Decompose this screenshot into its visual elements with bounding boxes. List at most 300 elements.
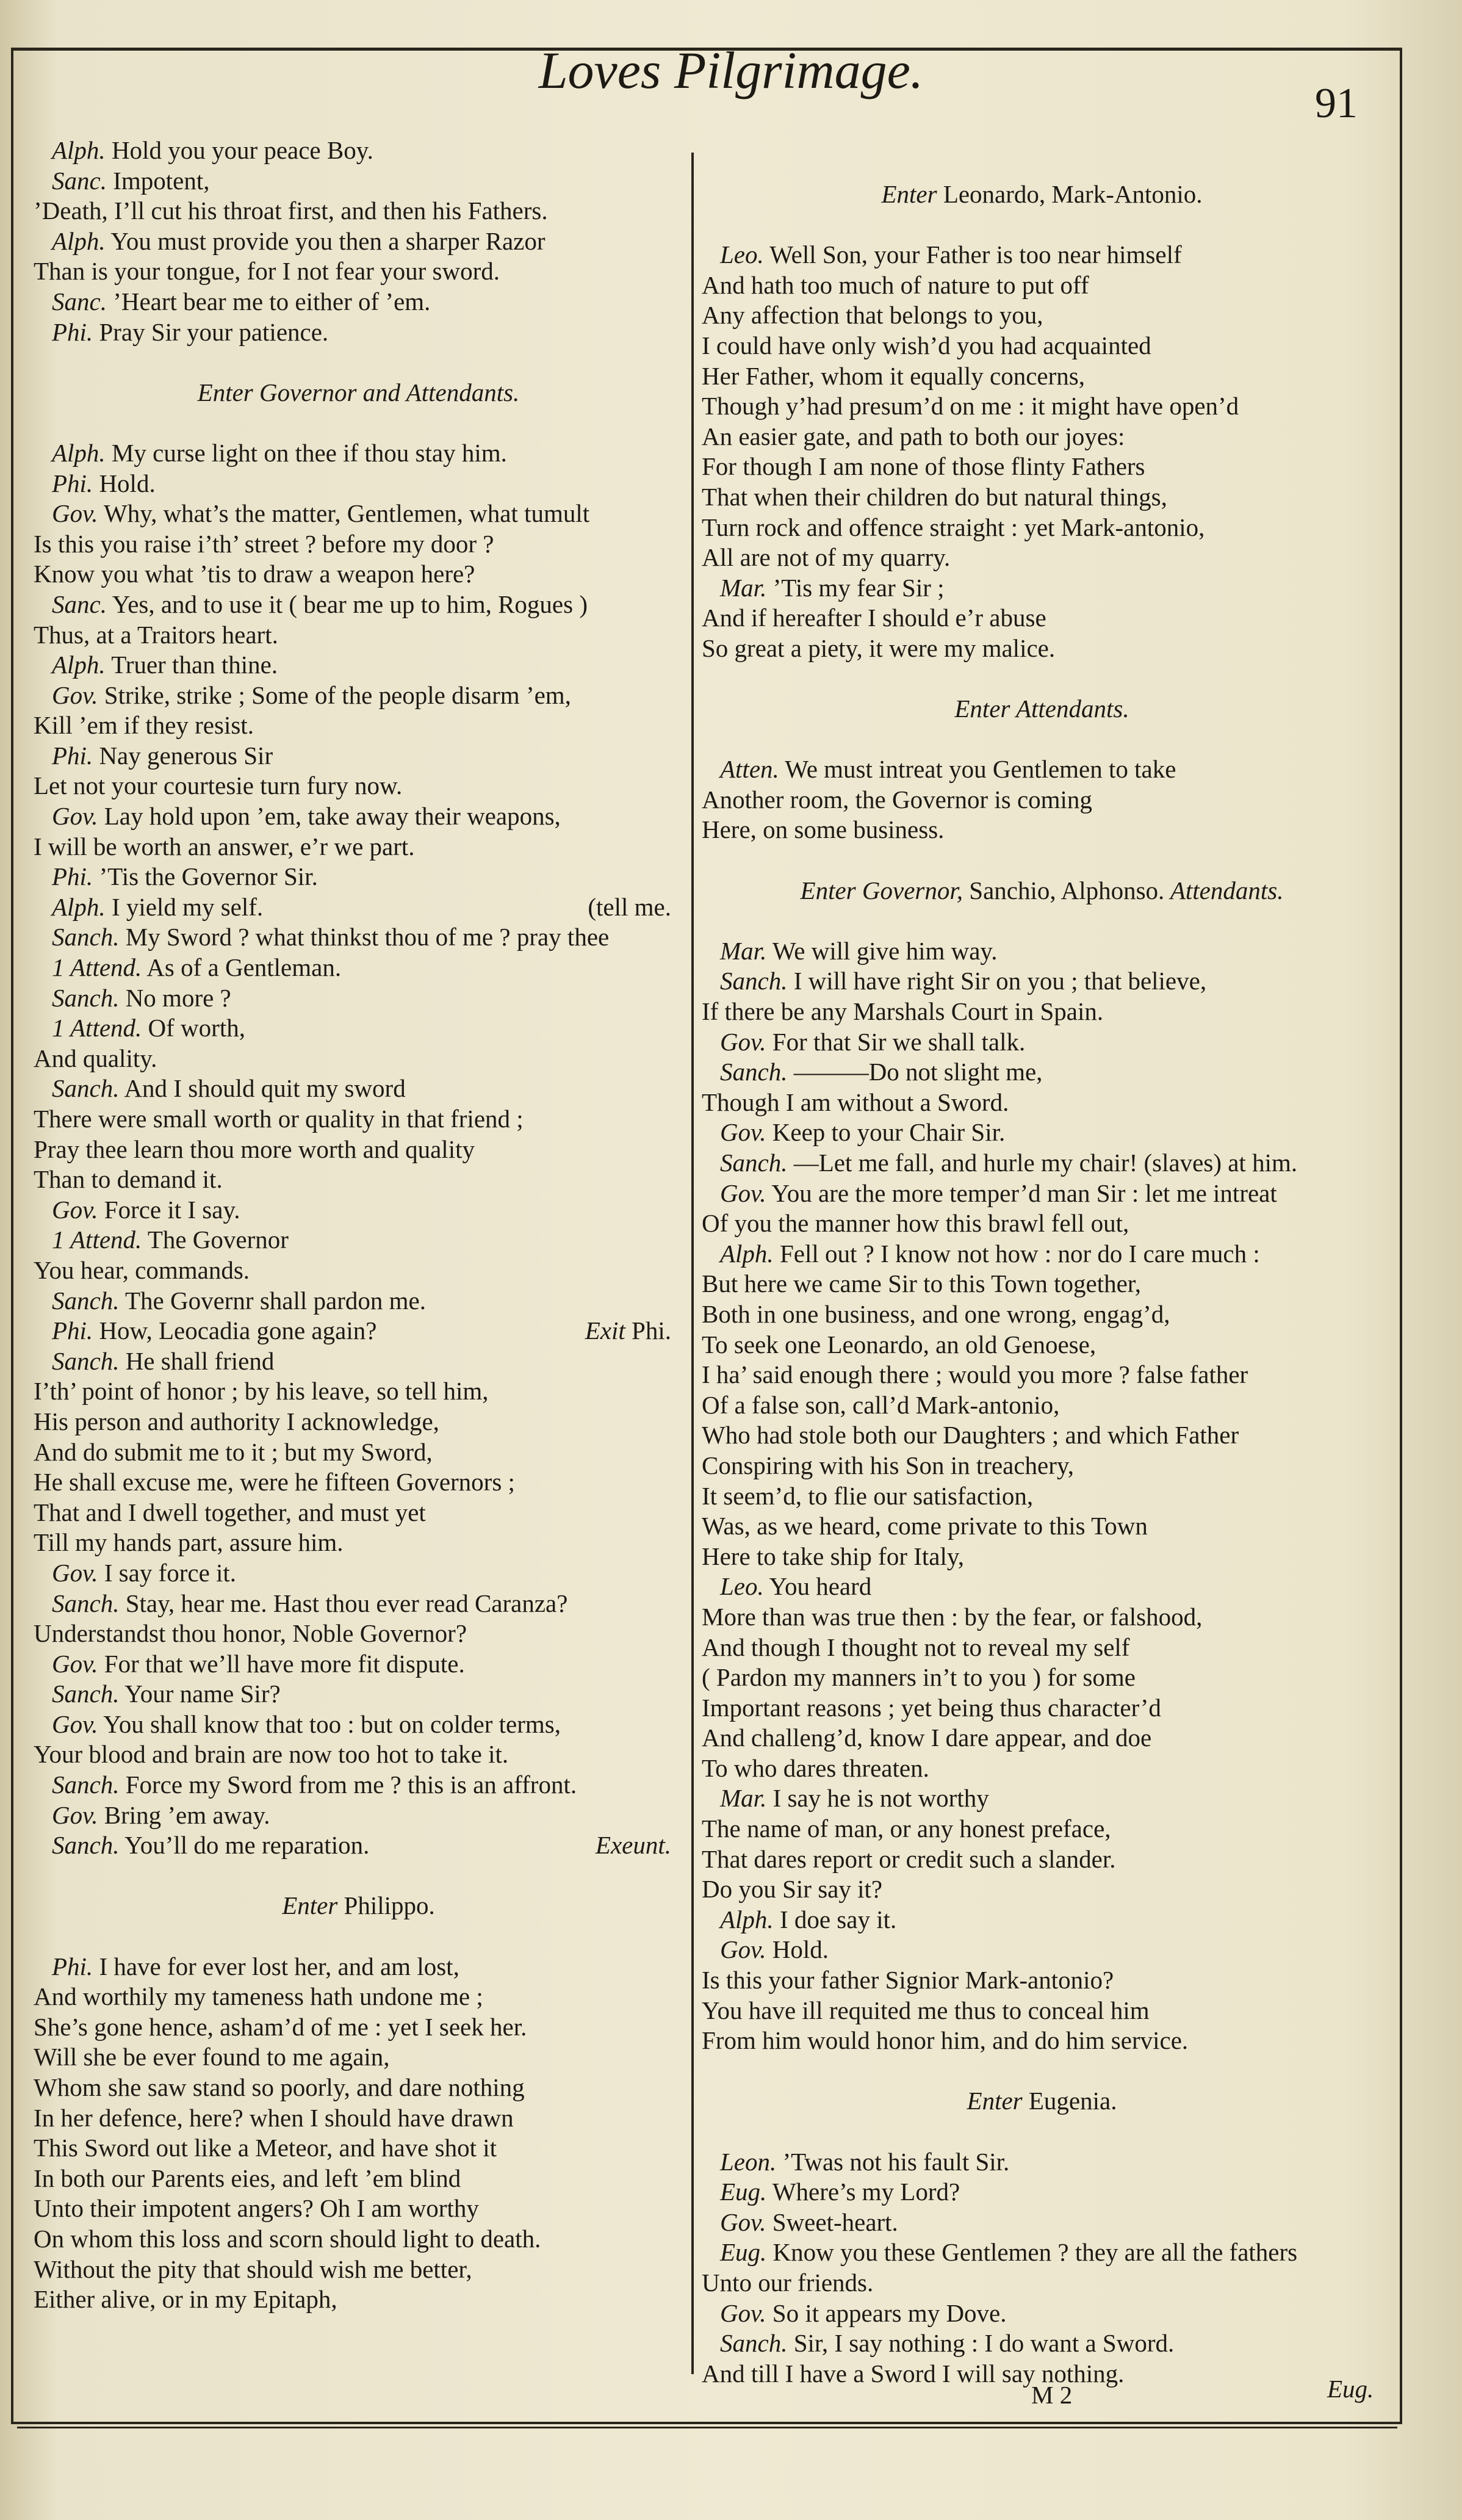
line-text: From him would honor him, and do him service. — [702, 2026, 1189, 2055]
line-text: ’Heart bear me to either of ’em. — [113, 287, 431, 316]
speaker-name: Mar. — [720, 573, 767, 602]
line-text: The name of man, or any honest preface, — [702, 1814, 1111, 1843]
verse-line — [702, 482, 1382, 513]
verse-line — [34, 1770, 683, 1800]
verse-line — [702, 2328, 1382, 2359]
verse-line — [702, 452, 1382, 482]
verse-line — [34, 1528, 683, 1558]
verse-line — [34, 2073, 683, 2103]
line-text: There were small worth or quality in that friend ; — [34, 1105, 524, 1133]
verse-line — [34, 2255, 683, 2285]
verse-line — [34, 1800, 683, 1831]
verse-line — [34, 1286, 683, 1316]
stage-direction — [702, 876, 1382, 906]
line-text: Was, as we heard, come private to this Town — [702, 1512, 1148, 1540]
stage-direction — [34, 378, 683, 408]
stage-direction-text: Enter — [282, 1891, 338, 1920]
verse-line — [34, 2224, 683, 2255]
speaker-name: Alph. — [720, 1905, 774, 1933]
line-text: An easier gate, and path to both our joyes: — [702, 422, 1125, 450]
verse-line — [34, 287, 683, 317]
page-number: 91 — [1315, 80, 1358, 127]
verse-line — [34, 317, 683, 348]
line-text: Let not your courtesie turn fury now. — [34, 771, 403, 800]
turnover-text: (tell me. — [588, 892, 671, 921]
verse-line — [702, 1633, 1382, 1663]
verse-line — [702, 422, 1382, 452]
speaker-name: Sanch. — [52, 1286, 120, 1315]
verse-line — [702, 1693, 1382, 1724]
speaker-name: Gov. — [52, 1709, 98, 1738]
speaker-name: Gov. — [52, 1558, 98, 1587]
line-text: Where’s my Lord? — [772, 2178, 960, 2206]
verse-line — [702, 1874, 1382, 1905]
line-text: More than was true then : by the fear, or falshood, — [702, 1602, 1203, 1631]
line-text: You are the more temper’d man Sir : let me intreat — [771, 1179, 1277, 1207]
verse-line — [34, 1135, 683, 1165]
exit-direction — [596, 1830, 671, 1861]
verse-line — [702, 391, 1382, 422]
spacer — [34, 347, 683, 378]
verse-line — [702, 1723, 1382, 1753]
line-text: Till my hands part, assure him. — [34, 1528, 344, 1557]
line-text: As of a Gentleman. — [146, 953, 342, 982]
spacer — [702, 724, 1382, 755]
line-text: And though I thought not to reveal my self — [702, 1633, 1130, 1661]
stage-direction-text: Enter — [967, 2087, 1023, 2115]
line-text: ———Do not slight me, — [793, 1058, 1043, 1086]
speaker-name: Sanch. — [720, 967, 788, 995]
line-text: Do you Sir say it? — [702, 1875, 883, 1904]
line-text: Here to take ship for Italy, — [702, 1542, 964, 1570]
line-text: I yield my self. — [111, 892, 264, 921]
verse-line — [702, 2298, 1382, 2329]
verse-line — [34, 1044, 683, 1074]
line-text: Keep to your Chair Sir. — [772, 1118, 1006, 1147]
speaker-name: Gov. — [720, 2298, 766, 2327]
line-text: For that Sir we shall talk. — [772, 1027, 1026, 1056]
catchword: Eug. — [1327, 2375, 1374, 2403]
verse-line — [34, 1376, 683, 1407]
verse-line — [34, 1255, 683, 1286]
speaker-name: Gov. — [720, 1118, 766, 1147]
verse-line — [702, 966, 1382, 997]
exit-word: Exeunt. — [595, 1831, 671, 1860]
line-text: ’Tis the Governor Sir. — [99, 862, 318, 891]
stage-direction-names: Eugenia. — [1028, 2087, 1117, 2115]
verse-line — [702, 573, 1382, 604]
verse-line — [34, 710, 683, 741]
verse-line — [34, 135, 683, 166]
speaker-name: Alph. — [52, 136, 106, 164]
stage-direction — [702, 179, 1382, 210]
line-text: To seek one Leonardo, an old Genoese, — [702, 1330, 1096, 1359]
spacer — [34, 408, 683, 438]
speaker-name: Sanc. — [52, 590, 107, 618]
verse-line — [702, 1511, 1382, 1542]
spacer — [702, 664, 1382, 695]
verse-line — [34, 1316, 683, 1346]
line-text: So great a piety, it were my malice. — [702, 634, 1056, 662]
verse-line — [34, 771, 683, 801]
verse-line — [702, 1572, 1382, 1602]
line-text: The Governr shall pardon me. — [124, 1286, 426, 1315]
verse-line — [34, 1407, 683, 1437]
line-text: Sweet-heart. — [772, 2208, 898, 2236]
speaker-name: Gov. — [720, 1179, 766, 1207]
verse-line — [34, 953, 683, 983]
verse-line — [34, 2284, 683, 2315]
line-text: He shall excuse me, were he fifteen Governors ; — [34, 1468, 515, 1496]
verse-line — [702, 1753, 1382, 1784]
verse-line — [702, 1663, 1382, 1693]
verse-line — [702, 1481, 1382, 1512]
line-text: In her defence, here? when I should have drawn — [34, 2103, 514, 2132]
line-text: Will she be ever found to me again, — [34, 2043, 390, 2071]
verse-line — [702, 1027, 1382, 1058]
line-text: Impotent, — [113, 166, 210, 195]
verse-line — [702, 361, 1382, 392]
speaker-name: Atten. — [720, 755, 779, 784]
line-text: I will be worth an answer, e’r we part. — [34, 832, 415, 861]
verse-line — [702, 543, 1382, 573]
line-text: We must intreat you Gentlemen to take — [785, 755, 1176, 784]
verse-line — [702, 1088, 1382, 1118]
verse-line — [702, 1542, 1382, 1572]
line-text: The Governor — [147, 1226, 289, 1254]
line-text: Either alive, or in my Epitaph, — [34, 2285, 337, 2314]
verse-line — [34, 1074, 683, 1104]
line-text: Yes, and to use it ( bear me up to him, Rogues ) — [112, 590, 588, 618]
verse-line — [702, 2177, 1382, 2208]
line-text: And challeng’d, know I dare appear, and doe — [702, 1724, 1152, 1752]
verse-line — [34, 2133, 683, 2164]
line-text: You heard — [769, 1572, 872, 1601]
spacer — [34, 1861, 683, 1891]
speaker-name: Sanch. — [720, 1149, 788, 1177]
verse-line — [702, 1179, 1382, 1209]
verse-line — [34, 1619, 683, 1649]
verse-line — [702, 785, 1382, 815]
line-text: Thus, at a Traitors heart. — [34, 620, 278, 649]
verse-line — [702, 1117, 1382, 1148]
verse-line — [34, 681, 683, 711]
speaker-name: Gov. — [720, 2208, 766, 2236]
column-divider — [691, 153, 694, 2374]
stage-direction — [34, 1891, 683, 1921]
line-text: His person and authority I acknowledge, — [34, 1407, 439, 1435]
verse-line — [702, 1965, 1382, 1996]
line-text: Than to demand it. — [34, 1165, 223, 1194]
verse-line — [34, 559, 683, 590]
speaker-name: Eug. — [720, 2238, 767, 2267]
line-text: That dares report or credit such a slander. — [702, 1844, 1116, 1873]
speaker-name: Phi. — [52, 317, 93, 346]
line-text: Your name Sir? — [124, 1680, 281, 1708]
verse-line — [34, 922, 683, 953]
line-text: ’Tis my fear Sir ; — [772, 573, 945, 602]
stage-direction-text: Enter Attendants. — [954, 695, 1129, 723]
line-text: Unto their impotent angers? Oh I am worthy — [34, 2194, 479, 2223]
verse-line — [702, 1299, 1382, 1330]
verse-line — [34, 1649, 683, 1680]
line-text: Both in one business, and one wrong, engag’d, — [702, 1299, 1170, 1328]
verse-line — [34, 1589, 683, 1619]
speaker-name: Sanch. — [52, 1589, 120, 1617]
line-text: Is this you raise i’th’ street ? before my door ? — [34, 529, 494, 558]
verse-line — [702, 1208, 1382, 1239]
speaker-name: 1 Attend. — [52, 1226, 142, 1254]
spacer — [702, 2056, 1382, 2087]
verse-line — [702, 2268, 1382, 2298]
line-text: Important reasons ; yet being thus character’d — [702, 1693, 1161, 1722]
line-text: Kill ’em if they resist. — [34, 711, 254, 740]
verse-line — [34, 650, 683, 681]
line-text: I say force it. — [104, 1558, 237, 1587]
line-text: But here we came Sir to this Town together, — [702, 1269, 1142, 1298]
verse-line — [34, 1225, 683, 1255]
verse-line — [34, 1195, 683, 1226]
speaker-name: Leo. — [720, 1572, 764, 1601]
speaker-name: Sanch. — [52, 1771, 120, 1799]
speaker-name: Alph. — [52, 226, 106, 255]
spacer — [702, 210, 1382, 240]
line-text: How, Leocadia gone again? — [99, 1316, 377, 1345]
verse-line — [702, 634, 1382, 664]
verse-line — [702, 815, 1382, 845]
line-text: Than is your tongue, for I not fear your sword. — [34, 257, 500, 286]
line-text: Conspiring with his Son in treachery, — [702, 1451, 1074, 1479]
verse-line — [34, 166, 683, 197]
line-text: ’Death, I’ll cut his throat first, and then his Fathers. — [34, 197, 548, 225]
line-text: Your blood and brain are now too hot to take it. — [34, 1740, 509, 1769]
verse-line — [34, 1558, 683, 1589]
line-text: I’th’ point of honor ; by his leave, so tell him, — [34, 1377, 489, 1406]
line-text: That and I dwell together, and must yet — [34, 1498, 426, 1526]
line-text: All are not of my quarry. — [702, 543, 951, 572]
speaker-name: Gov. — [52, 1195, 98, 1224]
speaker-name: Alph. — [52, 651, 106, 679]
speaker-name: Gov. — [52, 1800, 98, 1829]
verse-line — [34, 499, 683, 529]
right-column — [702, 179, 1382, 2389]
verse-line — [702, 1905, 1382, 1935]
line-text: Of worth, — [148, 1014, 245, 1042]
line-text: If there be any Marshals Court in Spain. — [702, 997, 1104, 1026]
stage-direction-text: Enter Governor and Attendants. — [197, 378, 520, 406]
line-text: And worthily my tameness hath undone me ; — [34, 1982, 483, 2011]
verse-line — [702, 997, 1382, 1027]
verse-line — [702, 1420, 1382, 1451]
verse-line — [34, 832, 683, 862]
verse-line — [702, 240, 1382, 270]
speaker-name: Phi. — [52, 862, 93, 891]
line-text: Stay, hear me. Hast thou ever read Caranza? — [125, 1589, 568, 1617]
line-text: Unto our friends. — [702, 2268, 874, 2297]
verse-line — [702, 1057, 1382, 1088]
line-text: Hold. — [772, 1935, 829, 1964]
speaker-name: Gov. — [720, 1027, 766, 1056]
line-text: Fell out ? I know not how : nor do I care much : — [779, 1239, 1260, 1268]
line-text: On whom this loss and scorn should light to death. — [34, 2224, 541, 2253]
speaker-name: Alph. — [52, 438, 106, 467]
line-text: And quality. — [34, 1044, 157, 1072]
verse-line — [34, 892, 683, 923]
speaker-name: Gov. — [52, 499, 98, 528]
stage-direction-names: Leonardo, Mark-Antonio. — [943, 180, 1203, 208]
line-text: In both our Parents eies, and left ’em blind — [34, 2164, 461, 2192]
verse-line — [702, 603, 1382, 634]
verse-line — [34, 196, 683, 226]
line-text: Bring ’em away. — [104, 1800, 270, 1829]
line-text: Pray Sir your patience. — [99, 317, 329, 346]
spacer — [702, 906, 1382, 936]
speaker-name: Gov. — [52, 802, 98, 831]
speaker-name: Sanch. — [52, 923, 120, 951]
line-text: You must provide you then a sharper Razor — [110, 226, 546, 255]
speaker-name: Mar. — [720, 1784, 767, 1813]
line-text: Sir, I say nothing : I do want a Sword. — [793, 2329, 1175, 2358]
line-text: Hold you your peace Boy. — [111, 136, 373, 164]
verse-line — [34, 620, 683, 651]
speaker-name: Sanc. — [52, 287, 107, 316]
stage-direction — [702, 694, 1382, 724]
verse-line — [34, 469, 683, 499]
speaker-name: Gov. — [52, 1649, 98, 1678]
verse-line — [34, 741, 683, 771]
verse-line — [34, 1679, 683, 1709]
verse-line — [702, 1269, 1382, 1299]
line-text: And do submit me to it ; but my Sword, — [34, 1437, 433, 1466]
speaker-name: Alph. — [720, 1239, 774, 1268]
speaker-name: 1 Attend. — [52, 953, 142, 982]
verse-line — [702, 1330, 1382, 1360]
speaker-name: 1 Attend. — [52, 1014, 142, 1042]
verse-line — [34, 529, 683, 560]
line-text: Of you the manner how this brawl fell out, — [702, 1209, 1129, 1238]
verse-line — [702, 270, 1382, 301]
line-text: Any affection that belongs to you, — [702, 301, 1043, 330]
line-text: I have for ever lost her, and am lost, — [99, 1952, 459, 1980]
verse-line — [34, 590, 683, 620]
verse-line — [34, 226, 683, 257]
line-text: I could have only wish’d you had acquainted — [702, 331, 1151, 359]
spacer — [702, 2117, 1382, 2147]
left-column — [34, 135, 683, 2315]
verse-line — [702, 2208, 1382, 2238]
line-text: Turn rock and offence straight : yet Mark-antonio, — [702, 513, 1205, 541]
verse-line — [34, 2042, 683, 2073]
line-text: I ha’ said enough there ; would you more ? false father — [702, 1360, 1248, 1389]
verse-line — [34, 438, 683, 469]
line-text: Well Son, your Father is too near himself — [769, 240, 1182, 269]
speaker-name: Gov. — [52, 681, 98, 709]
speaker-name: Sanch. — [52, 1831, 120, 1860]
speaker-name: Eug. — [720, 2178, 767, 2206]
line-text: And hath too much of nature to put off — [702, 270, 1089, 299]
verse-line — [702, 2026, 1382, 2056]
speaker-name: Phi. — [52, 469, 93, 497]
verse-line — [34, 1709, 683, 1740]
speaker-name: Sanc. — [52, 166, 107, 195]
verse-line — [702, 754, 1382, 785]
verse-line — [34, 1467, 683, 1498]
speaker-name: Mar. — [720, 936, 767, 965]
exit-name: Phi. — [632, 1316, 671, 1345]
verse-line — [702, 1814, 1382, 1844]
line-text: Another room, the Governor is coming — [702, 785, 1092, 814]
line-text: For that we’ll have more fit dispute. — [104, 1649, 465, 1678]
verse-line — [702, 1996, 1382, 2026]
verse-line — [34, 1164, 683, 1195]
stage-direction-tail: Attendants. — [1170, 876, 1284, 904]
verse-line — [702, 1783, 1382, 1814]
exit-direction — [585, 1316, 671, 1346]
spacer — [702, 845, 1382, 876]
verse-line — [34, 1830, 683, 1861]
line-text: Without the pity that should wish me better, — [34, 2255, 472, 2283]
verse-line — [34, 1437, 683, 1468]
speaker-name: Gov. — [720, 1935, 766, 1964]
line-text: To who dares threaten. — [702, 1753, 929, 1782]
verse-line — [702, 1239, 1382, 1269]
speaker-name: Alph. — [52, 892, 106, 921]
line-text: Nay generous Sir — [99, 741, 273, 770]
verse-line — [702, 1451, 1382, 1481]
verse-line — [34, 2103, 683, 2134]
verse-line — [702, 936, 1382, 967]
verse-line — [702, 331, 1382, 361]
line-text: Force it I say. — [104, 1195, 240, 1224]
line-text: You shall know that too : but on colder terms, — [103, 1709, 561, 1738]
verse-line — [34, 983, 683, 1014]
stage-direction-names: Sanchio, Alphonso. — [969, 876, 1165, 904]
verse-line — [702, 513, 1382, 543]
line-text: Her Father, whom it equally concerns, — [702, 361, 1085, 390]
verse-line — [34, 2012, 683, 2043]
line-text: You’ll do me reparation. — [124, 1831, 370, 1860]
line-text: Whom she saw stand so poorly, and dare nothing — [34, 2073, 525, 2101]
line-text: She’s gone hence, asham’d of me : yet I seek her. — [34, 2012, 527, 2041]
line-text: He shall friend — [125, 1346, 275, 1375]
verse-line — [34, 1104, 683, 1135]
line-text: Pray thee learn thou more worth and quality — [34, 1135, 475, 1163]
verse-line — [34, 2193, 683, 2224]
verse-line — [702, 1935, 1382, 1965]
line-text: Here, on some business. — [702, 815, 945, 844]
spacer — [34, 1921, 683, 1952]
line-text: We will give him way. — [772, 936, 998, 965]
line-text: You have ill requited me thus to conceal him — [702, 1996, 1150, 2024]
line-text: ’Twas not his fault Sir. — [782, 2147, 1010, 2176]
verse-line — [702, 1602, 1382, 1633]
stage-direction-names: Philippo. — [344, 1891, 435, 1920]
speaker-name: Leo. — [720, 240, 764, 269]
line-text: Truer than thine. — [111, 651, 278, 679]
line-text: And I should quit my sword — [124, 1074, 406, 1103]
line-text: And if hereafter I should e’r abuse — [702, 604, 1046, 632]
speaker-name: Phi. — [52, 741, 93, 770]
line-text: I will have right Sir on you ; that believe, — [793, 967, 1207, 995]
line-text: Lay hold upon ’em, take away their weapons, — [104, 802, 561, 831]
line-text: Know you what ’tis to draw a weapon here? — [34, 560, 475, 588]
line-text: —Let me fall, and hurle my chair! (slaves) at him. — [793, 1149, 1298, 1177]
line-text: Force my Sword from me ? this is an affront. — [125, 1771, 577, 1799]
verse-line — [34, 1498, 683, 1528]
line-text: No more ? — [125, 983, 231, 1012]
line-text: I doe say it. — [779, 1905, 897, 1933]
verse-line — [34, 1346, 683, 1377]
